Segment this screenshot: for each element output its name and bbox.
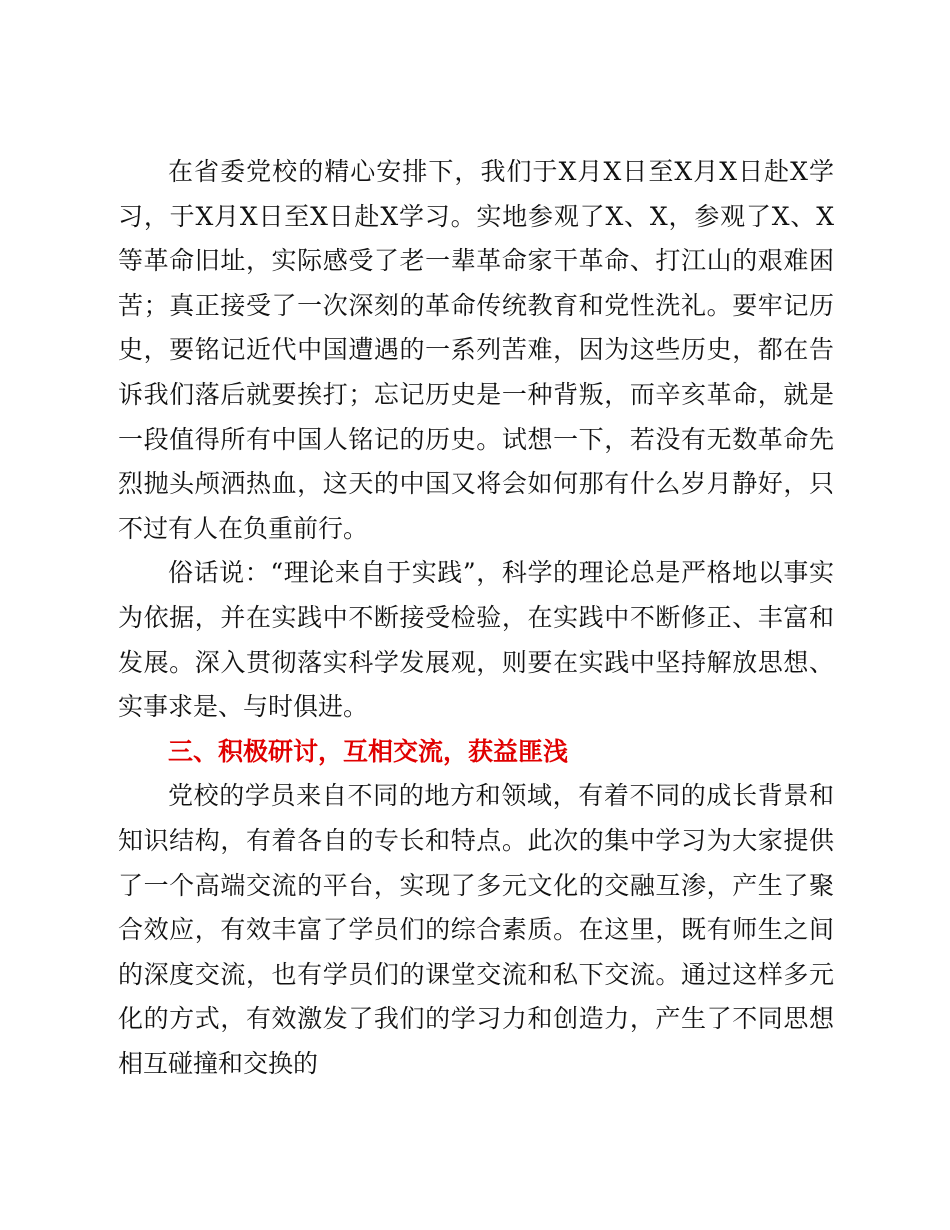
paragraph-theory-practice: 俗话说：“理论来自于实践”，科学的理论总是严格地以事实为依据，并在实践中不断接受检验，在实践中不断修正、丰富和发展。深入贯彻落实科学发展观，则要在实践中坚持解放思想、实事求是、与时俱进。 xyxy=(118,558,834,722)
paragraph-exchange: 党校的学员来自不同的地方和领域，有着不同的成长背景和知识结构，有着各自的专长和特点。此次的集中学习为大家提供了一个高端交流的平台，实现了多元文化的交融互渗，产生了聚合效应，有效丰富了学员们的综合素质。在这里，既有师生之间的深度交流，也有学员们的课堂交流和私下交流。通过这样多元化的方式，有效激发了我们的学习力和创造力，产生了不同思想相互碰撞和交换的 xyxy=(118,781,834,1078)
document-body xyxy=(118,150,834,1086)
section-heading: 三、积极研讨，互相交流，获益匪浅 xyxy=(168,736,569,766)
paragraph-site-visit: 在省委党校的精心安排下，我们于X月X日至X月X日赴X学习，于X月X日至X日赴X学习。实地参观了X、X，参观了X、X等革命旧址，实际感受了老一辈革命家干革命、打江山的艰难困苦；真正接受了一次深刻的革命传统教育和党性洗礼。要牢记历史，要铭记近代中国遭遇的一系列苦难，因为这些历史，都在告诉我们落后就要挨打；忘记历史是一种背叛，而辛亥革命，就是一段值得所有中国人铭记的历史。试想一下，若没有无数革命先烈抛头颅洒热血，这天的中国又将会如何那有什么岁月静好，只不过有人在负重前行。 xyxy=(118,157,834,543)
